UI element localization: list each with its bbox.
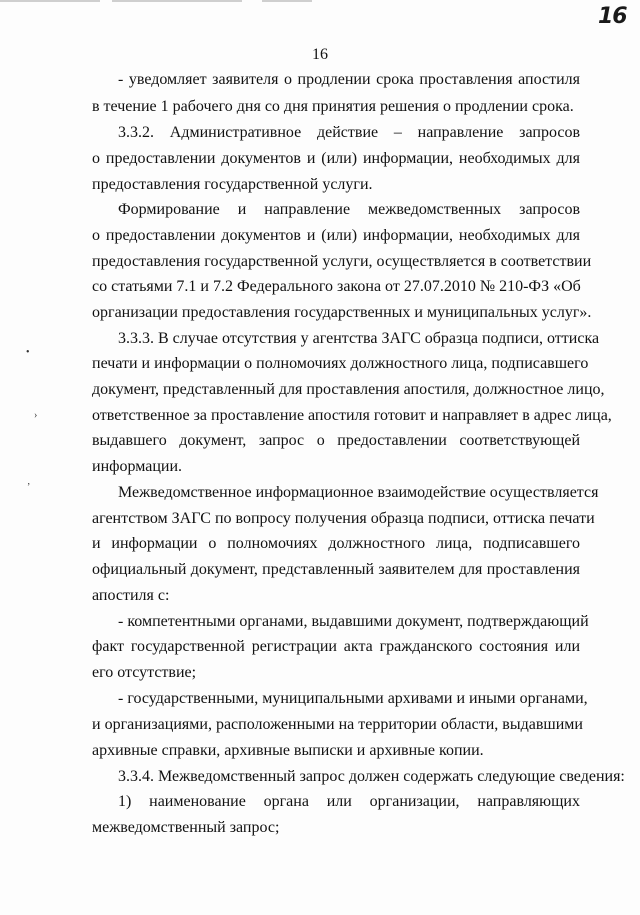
- text-line: 3.3.3. В случае отсутствия у агентства ЗАГС образца подписи, оттиска: [118, 330, 600, 347]
- text-line: агентством ЗАГС по вопросу получения образца подписи, оттиска печати: [92, 510, 595, 527]
- margin-speck: •: [26, 347, 30, 358]
- text-line: Межведомственное информационное взаимодействие осуществляется: [118, 484, 599, 501]
- handwritten-page-number: 16: [598, 4, 627, 29]
- margin-speck: ›: [34, 410, 38, 421]
- text-line: 3.3.2. Административное действие – направление запросов: [118, 124, 580, 141]
- text-line: предоставления государственной услуги.: [92, 176, 373, 193]
- top-edge-mark: [112, 0, 242, 2]
- text-line: факт государственной регистрации акта гражданского состояния или: [92, 638, 580, 655]
- text-line: 1) наименование органа или организации, направляющих: [118, 793, 580, 810]
- top-edge-mark: [0, 0, 100, 2]
- text-line: официальный документ, представленный заявителем для проставления: [92, 561, 580, 578]
- text-line: о предоставлении документов и (или) информации, необходимых для: [92, 227, 580, 244]
- text-line: о предоставлении документов и (или) информации, необходимых для: [92, 150, 580, 167]
- text-line: - государственными, муниципальными архивами и иными органами,: [118, 690, 588, 707]
- text-line: документ, представленный для проставления апостиля, должностное лицо,: [92, 381, 605, 398]
- text-line: и организациями, расположенными на территории области, выдавшими: [92, 716, 583, 733]
- text-line: 3.3.4. Межведомственный запрос должен содержать следующие сведения:: [118, 768, 625, 785]
- margin-speck: ʼ: [27, 482, 31, 493]
- text-line: выдавшего документ, запрос о предоставлении соответствующей: [92, 432, 580, 449]
- text-line: в течение 1 рабочего дня со дня принятия решения о продлении срока.: [92, 98, 574, 115]
- text-line: предоставления государственной услуги, осуществляется в соответствии: [92, 253, 592, 270]
- text-line: Формирование и направление межведомственных запросов: [118, 201, 580, 218]
- text-line: ответственное за проставление апостиля готовит и направляет в адрес лица,: [92, 407, 612, 424]
- text-line: со статьями 7.1 и 7.2 Федерального закона от 27.07.2010 № 210-ФЗ «Об: [92, 278, 581, 295]
- text-line: печати и информации о полномочиях должностного лица, подписавшего: [92, 355, 589, 372]
- text-line: информации.: [92, 458, 183, 475]
- top-edge-mark: [262, 0, 312, 2]
- text-line: межведомственный запрос;: [92, 819, 280, 836]
- text-line: - уведомляет заявителя о продлении срока проставления апостиля: [118, 71, 580, 88]
- text-line: - компетентными органами, выдавшими документ, подтверждающий: [118, 613, 589, 630]
- page-number: 16: [312, 46, 328, 63]
- text-line: апостиля с:: [92, 587, 170, 604]
- text-line: и информации о полномочиях должностного лица, подписавшего: [92, 535, 580, 552]
- text-line: архивные справки, архивные выписки и архивные копии.: [92, 742, 484, 759]
- text-line: его отсутствие;: [92, 664, 197, 681]
- text-line: организации предоставления государственных и муниципальных услуг».: [92, 304, 592, 321]
